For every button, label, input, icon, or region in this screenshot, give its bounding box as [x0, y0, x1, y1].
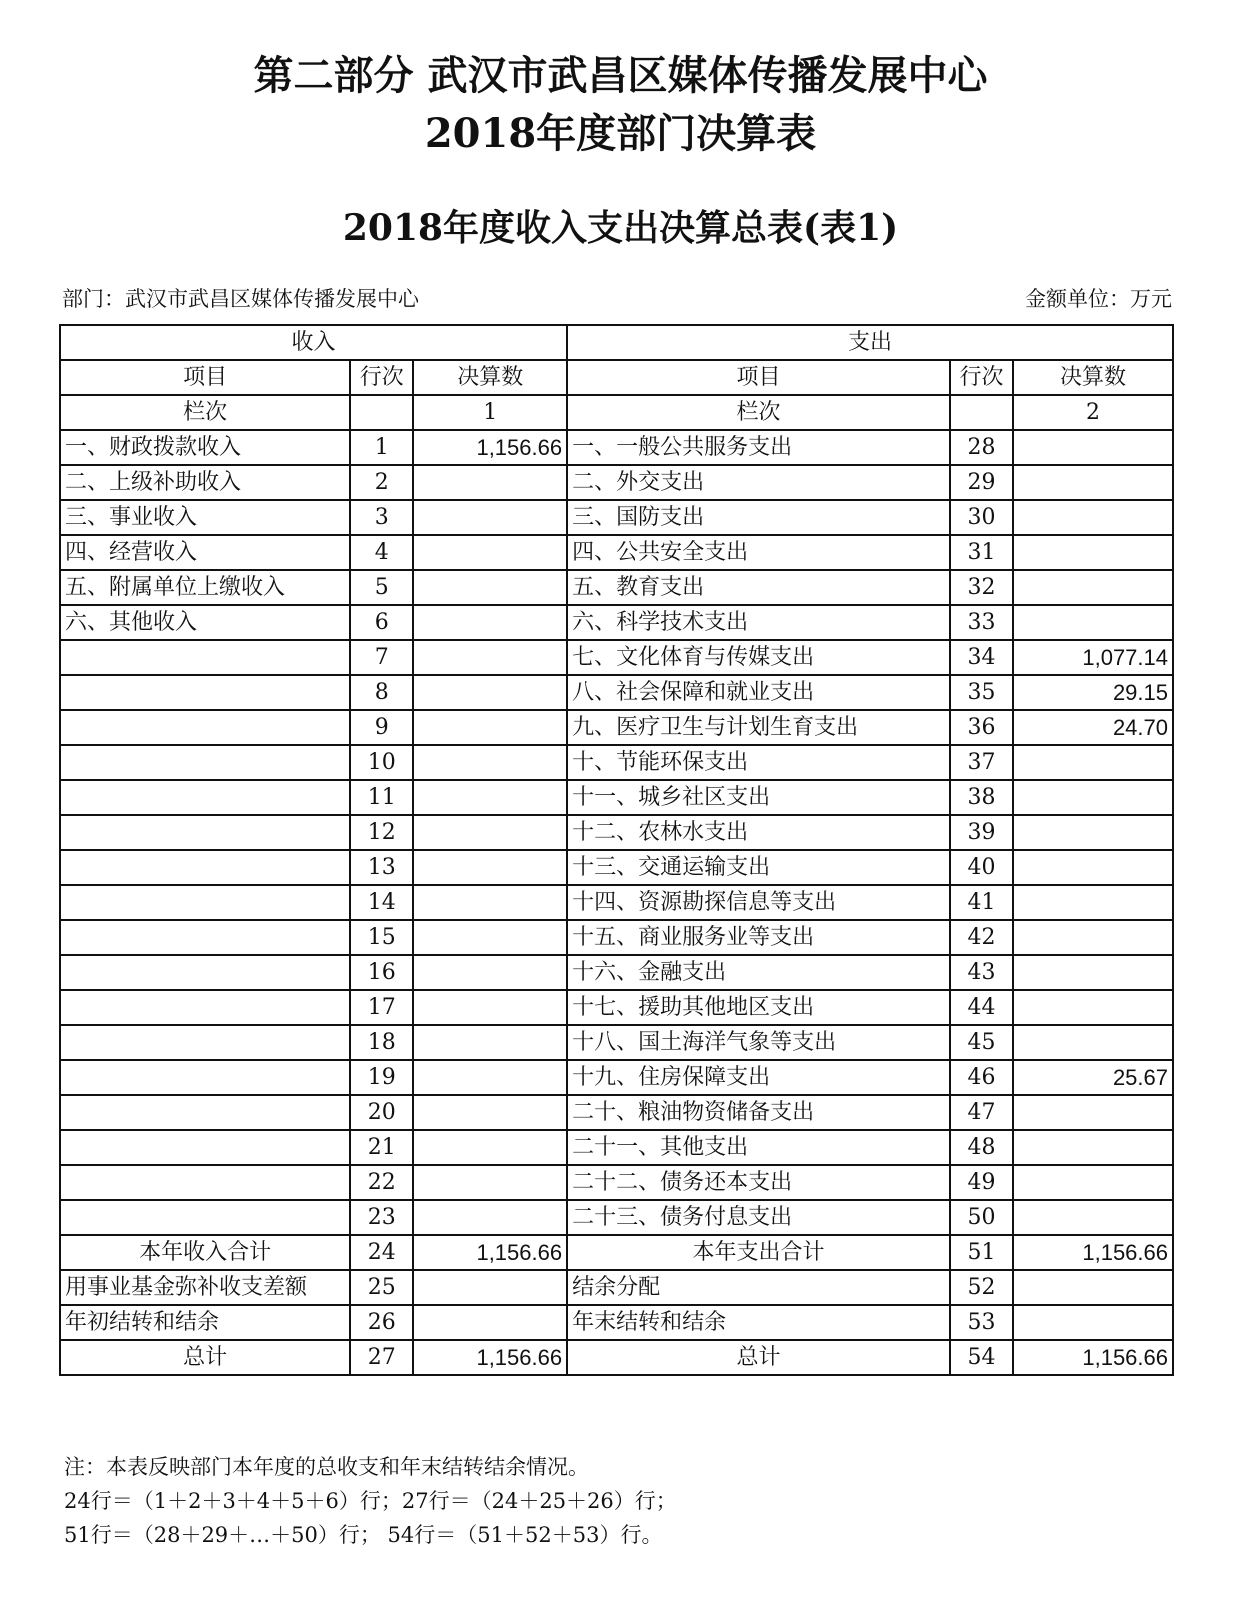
expense-amount-cell: [1013, 570, 1173, 605]
budget-table: [59, 324, 1174, 1376]
expense-item-cell: 十六、金融支出: [567, 955, 950, 990]
table-row: [60, 920, 1173, 955]
expense-amount-cell: 1,077.14: [1013, 640, 1173, 675]
income-amount-cell: [413, 885, 567, 920]
table-row: [60, 710, 1173, 745]
expense-row-no-cell: 35: [950, 675, 1013, 710]
expense-amount-cell: [1013, 500, 1173, 535]
expense-row-no-cell: 49: [950, 1165, 1013, 1200]
expense-amount-cell: [1013, 955, 1173, 990]
table-row: [60, 745, 1173, 780]
unit-label: 金额单位：万元: [1025, 287, 1172, 311]
expense-item-cell: 总计: [567, 1340, 950, 1375]
column-index-row: [60, 395, 1173, 430]
expense-amount-cell: 1,156.66: [1013, 1235, 1173, 1270]
income-amount-cell: [413, 640, 567, 675]
table-row: [60, 1025, 1173, 1060]
income-item-cell: 三、事业收入: [60, 500, 350, 535]
income-item-cell: 用事业基金弥补收支差额: [60, 1270, 350, 1305]
table-row: [60, 1305, 1173, 1340]
income-item-cell: [60, 1200, 350, 1235]
income-row-no-cell: 4: [350, 535, 413, 570]
income-row-no-header: 行次: [350, 360, 413, 395]
table-row: [60, 1095, 1173, 1130]
expense-item-cell: 六、科学技术支出: [567, 605, 950, 640]
expense-item-cell: 五、教育支出: [567, 570, 950, 605]
table-row: [60, 675, 1173, 710]
expense-row-no-cell: 50: [950, 1200, 1013, 1235]
expense-item-cell: 二十一、其他支出: [567, 1130, 950, 1165]
table-row: [60, 430, 1173, 465]
income-amount-cell: [413, 745, 567, 780]
table-row: [60, 1340, 1173, 1375]
income-amount-cell: 1,156.66: [413, 1340, 567, 1375]
income-row-no-cell: 14: [350, 885, 413, 920]
expense-amount-header: 决算数: [1013, 360, 1173, 395]
income-row-no-cell: 9: [350, 710, 413, 745]
income-row-no-cell: 16: [350, 955, 413, 990]
expense-item-cell: 八、社会保障和就业支出: [567, 675, 950, 710]
income-item-cell: [60, 815, 350, 850]
expense-row-no-cell: 32: [950, 570, 1013, 605]
income-row-no-cell: 12: [350, 815, 413, 850]
table-notes: [64, 1450, 1164, 1552]
expense-item-cell: 结余分配: [567, 1270, 950, 1305]
income-amount-cell: [413, 1200, 567, 1235]
expense-row-no-cell: 36: [950, 710, 1013, 745]
expense-item-cell: 二十二、债务还本支出: [567, 1165, 950, 1200]
income-item-cell: 六、其他收入: [60, 605, 350, 640]
income-row-no-cell: 27: [350, 1340, 413, 1375]
expense-column-index: 2: [1013, 395, 1173, 430]
income-item-cell: [60, 1165, 350, 1200]
income-row-no-cell: 2: [350, 465, 413, 500]
expense-item-cell: 十七、援助其他地区支出: [567, 990, 950, 1025]
expense-row-no-cell: 46: [950, 1060, 1013, 1095]
expense-item-cell: 十、节能环保支出: [567, 745, 950, 780]
table-row: [60, 780, 1173, 815]
expense-row-no-cell: 40: [950, 850, 1013, 885]
expense-amount-cell: [1013, 920, 1173, 955]
table-row: [60, 990, 1173, 1025]
income-item-cell: [60, 675, 350, 710]
income-amount-cell: [413, 675, 567, 710]
income-item-cell: [60, 1095, 350, 1130]
income-row-no-cell: 1: [350, 430, 413, 465]
expense-item-cell: 九、医疗卫生与计划生育支出: [567, 710, 950, 745]
expense-row-no-cell: 30: [950, 500, 1013, 535]
expense-item-cell: 十九、住房保障支出: [567, 1060, 950, 1095]
income-row-no-cell: 11: [350, 780, 413, 815]
income-item-cell: 本年收入合计: [60, 1235, 350, 1270]
expense-item-cell: 十五、商业服务业等支出: [567, 920, 950, 955]
expense-row-no-cell: 31: [950, 535, 1013, 570]
expense-amount-cell: [1013, 1200, 1173, 1235]
income-item-cell: [60, 920, 350, 955]
expense-amount-cell: [1013, 1165, 1173, 1200]
income-item-cell: [60, 1025, 350, 1060]
income-row-no-cell: 7: [350, 640, 413, 675]
income-row-no-cell: 6: [350, 605, 413, 640]
section-header-row: [60, 325, 1173, 360]
expense-amount-cell: [1013, 990, 1173, 1025]
note-line-3: 51行＝（28＋29＋…＋50）行； 54行＝（51＋52＋53）行。: [64, 1523, 663, 1547]
income-row-no-cell: 20: [350, 1095, 413, 1130]
expense-amount-cell: [1013, 780, 1173, 815]
income-row-no-cell: 19: [350, 1060, 413, 1095]
income-amount-cell: [413, 465, 567, 500]
income-amount-cell: 1,156.66: [413, 430, 567, 465]
income-row-no-cell: 10: [350, 745, 413, 780]
expense-row-no-cell: 47: [950, 1095, 1013, 1130]
income-amount-cell: [413, 1130, 567, 1165]
income-amount-cell: [413, 920, 567, 955]
expense-amount-cell: 29.15: [1013, 675, 1173, 710]
income-item-cell: [60, 990, 350, 1025]
income-item-cell: 二、上级补助收入: [60, 465, 350, 500]
expense-row-no-cell: 29: [950, 465, 1013, 500]
expense-row-no-cell: 43: [950, 955, 1013, 990]
income-amount-cell: [413, 1270, 567, 1305]
income-row-no-cell: 25: [350, 1270, 413, 1305]
income-amount-cell: [413, 570, 567, 605]
expense-item-cell: 本年支出合计: [567, 1235, 950, 1270]
table-title: 2018年度收入支出决算总表(表1): [342, 207, 899, 249]
income-item-cell: 五、附属单位上缴收入: [60, 570, 350, 605]
expense-item-cell: 十四、资源勘探信息等支出: [567, 885, 950, 920]
table-row: [60, 815, 1173, 850]
table-row: [60, 1130, 1173, 1165]
expense-header: 支出: [567, 325, 1173, 360]
income-item-cell: [60, 1060, 350, 1095]
table-row: [60, 955, 1173, 990]
income-column-label: 栏次: [60, 395, 350, 430]
table-row: [60, 640, 1173, 675]
expense-amount-cell: [1013, 1305, 1173, 1340]
income-item-cell: [60, 850, 350, 885]
expense-row-no-cell: 37: [950, 745, 1013, 780]
income-item-header: 项目: [60, 360, 350, 395]
income-item-cell: 一、财政拨款收入: [60, 430, 350, 465]
income-amount-cell: [413, 990, 567, 1025]
income-row-no-cell: 22: [350, 1165, 413, 1200]
expense-item-header: 项目: [567, 360, 950, 395]
expense-amount-cell: 25.67: [1013, 1060, 1173, 1095]
income-amount-cell: 1,156.66: [413, 1235, 567, 1270]
income-item-cell: 年初结转和结余: [60, 1305, 350, 1340]
income-row-no-cell: 5: [350, 570, 413, 605]
table-row: [60, 1200, 1173, 1235]
expense-amount-cell: [1013, 1270, 1173, 1305]
expense-amount-cell: 24.70: [1013, 710, 1173, 745]
income-row-no-cell: 8: [350, 675, 413, 710]
table-row: [60, 465, 1173, 500]
income-item-cell: 四、经营收入: [60, 535, 350, 570]
expense-row-no-header: 行次: [950, 360, 1013, 395]
income-row-no-cell: 18: [350, 1025, 413, 1060]
income-item-cell: [60, 640, 350, 675]
expense-row-no-cell: 34: [950, 640, 1013, 675]
income-column-blank: [350, 395, 413, 430]
expense-row-no-cell: 45: [950, 1025, 1013, 1060]
expense-item-cell: 二十三、债务付息支出: [567, 1200, 950, 1235]
income-row-no-cell: 21: [350, 1130, 413, 1165]
income-amount-cell: [413, 1025, 567, 1060]
expense-row-no-cell: 41: [950, 885, 1013, 920]
expense-amount-cell: [1013, 1025, 1173, 1060]
expense-item-cell: 二、外交支出: [567, 465, 950, 500]
expense-row-no-cell: 38: [950, 780, 1013, 815]
table-row: [60, 535, 1173, 570]
income-row-no-cell: 24: [350, 1235, 413, 1270]
expense-row-no-cell: 51: [950, 1235, 1013, 1270]
table-row: [60, 605, 1173, 640]
expense-row-no-cell: 52: [950, 1270, 1013, 1305]
expense-item-cell: 二十、粮油物资储备支出: [567, 1095, 950, 1130]
expense-column-label: 栏次: [567, 395, 950, 430]
expense-amount-cell: [1013, 1095, 1173, 1130]
table-row: [60, 1060, 1173, 1095]
income-amount-cell: [413, 815, 567, 850]
expense-amount-cell: [1013, 1130, 1173, 1165]
expense-row-no-cell: 53: [950, 1305, 1013, 1340]
table-row: [60, 850, 1173, 885]
table-row: [60, 885, 1173, 920]
income-amount-cell: [413, 1095, 567, 1130]
income-row-no-cell: 3: [350, 500, 413, 535]
table-row: [60, 1165, 1173, 1200]
expense-item-cell: 一、一般公共服务支出: [567, 430, 950, 465]
table-row: [60, 1235, 1173, 1270]
income-amount-header: 决算数: [413, 360, 567, 395]
expense-row-no-cell: 33: [950, 605, 1013, 640]
expense-amount-cell: [1013, 745, 1173, 780]
expense-amount-cell: [1013, 850, 1173, 885]
income-amount-cell: [413, 605, 567, 640]
income-row-no-cell: 23: [350, 1200, 413, 1235]
expense-amount-cell: [1013, 535, 1173, 570]
table-row: [60, 500, 1173, 535]
expense-item-cell: 四、公共安全支出: [567, 535, 950, 570]
expense-item-cell: 十一、城乡社区支出: [567, 780, 950, 815]
department-label: 部门：武汉市武昌区媒体传播发展中心: [62, 287, 419, 311]
expense-amount-cell: [1013, 430, 1173, 465]
expense-item-cell: 十二、农林水支出: [567, 815, 950, 850]
expense-row-no-cell: 54: [950, 1340, 1013, 1375]
table-row: [60, 1270, 1173, 1305]
income-row-no-cell: 26: [350, 1305, 413, 1340]
income-amount-cell: [413, 780, 567, 815]
income-amount-cell: [413, 500, 567, 535]
income-amount-cell: [413, 710, 567, 745]
note-line-1: 注：本表反映部门本年度的总收支和年末结转结余情况。: [64, 1455, 589, 1479]
expense-item-cell: 年末结转和结余: [567, 1305, 950, 1340]
expense-item-cell: 三、国防支出: [567, 500, 950, 535]
income-amount-cell: [413, 850, 567, 885]
income-item-cell: [60, 745, 350, 780]
expense-amount-cell: [1013, 465, 1173, 500]
income-amount-cell: [413, 1165, 567, 1200]
income-item-cell: [60, 1130, 350, 1165]
income-item-cell: [60, 885, 350, 920]
table-meta: [62, 284, 1172, 314]
income-amount-cell: [413, 535, 567, 570]
table-row: [60, 570, 1173, 605]
expense-item-cell: 七、文化体育与传媒支出: [567, 640, 950, 675]
income-row-no-cell: 17: [350, 990, 413, 1025]
expense-row-no-cell: 39: [950, 815, 1013, 850]
note-line-2: 24行＝（1＋2＋3＋4＋5＋6）行；27行＝（24＋25＋26）行；: [64, 1489, 677, 1513]
income-header: 收入: [60, 325, 567, 360]
income-amount-cell: [413, 1060, 567, 1095]
expense-amount-cell: [1013, 815, 1173, 850]
expense-row-no-cell: 42: [950, 920, 1013, 955]
income-column-index: 1: [413, 395, 567, 430]
expense-amount-cell: 1,156.66: [1013, 1340, 1173, 1375]
income-row-no-cell: 15: [350, 920, 413, 955]
page-subtitle: 2018年度部门决算表: [424, 110, 817, 157]
expense-amount-cell: [1013, 885, 1173, 920]
column-header-row: [60, 360, 1173, 395]
page-title: 第二部分 武汉市武昌区媒体传播发展中心: [253, 52, 988, 99]
expense-item-cell: 十三、交通运输支出: [567, 850, 950, 885]
expense-row-no-cell: 48: [950, 1130, 1013, 1165]
income-item-cell: [60, 710, 350, 745]
expense-amount-cell: [1013, 605, 1173, 640]
income-item-cell: [60, 780, 350, 815]
income-item-cell: 总计: [60, 1340, 350, 1375]
expense-row-no-cell: 44: [950, 990, 1013, 1025]
income-item-cell: [60, 955, 350, 990]
income-row-no-cell: 13: [350, 850, 413, 885]
income-amount-cell: [413, 955, 567, 990]
expense-column-blank: [950, 395, 1013, 430]
expense-row-no-cell: 28: [950, 430, 1013, 465]
income-amount-cell: [413, 1305, 567, 1340]
expense-item-cell: 十八、国土海洋气象等支出: [567, 1025, 950, 1060]
